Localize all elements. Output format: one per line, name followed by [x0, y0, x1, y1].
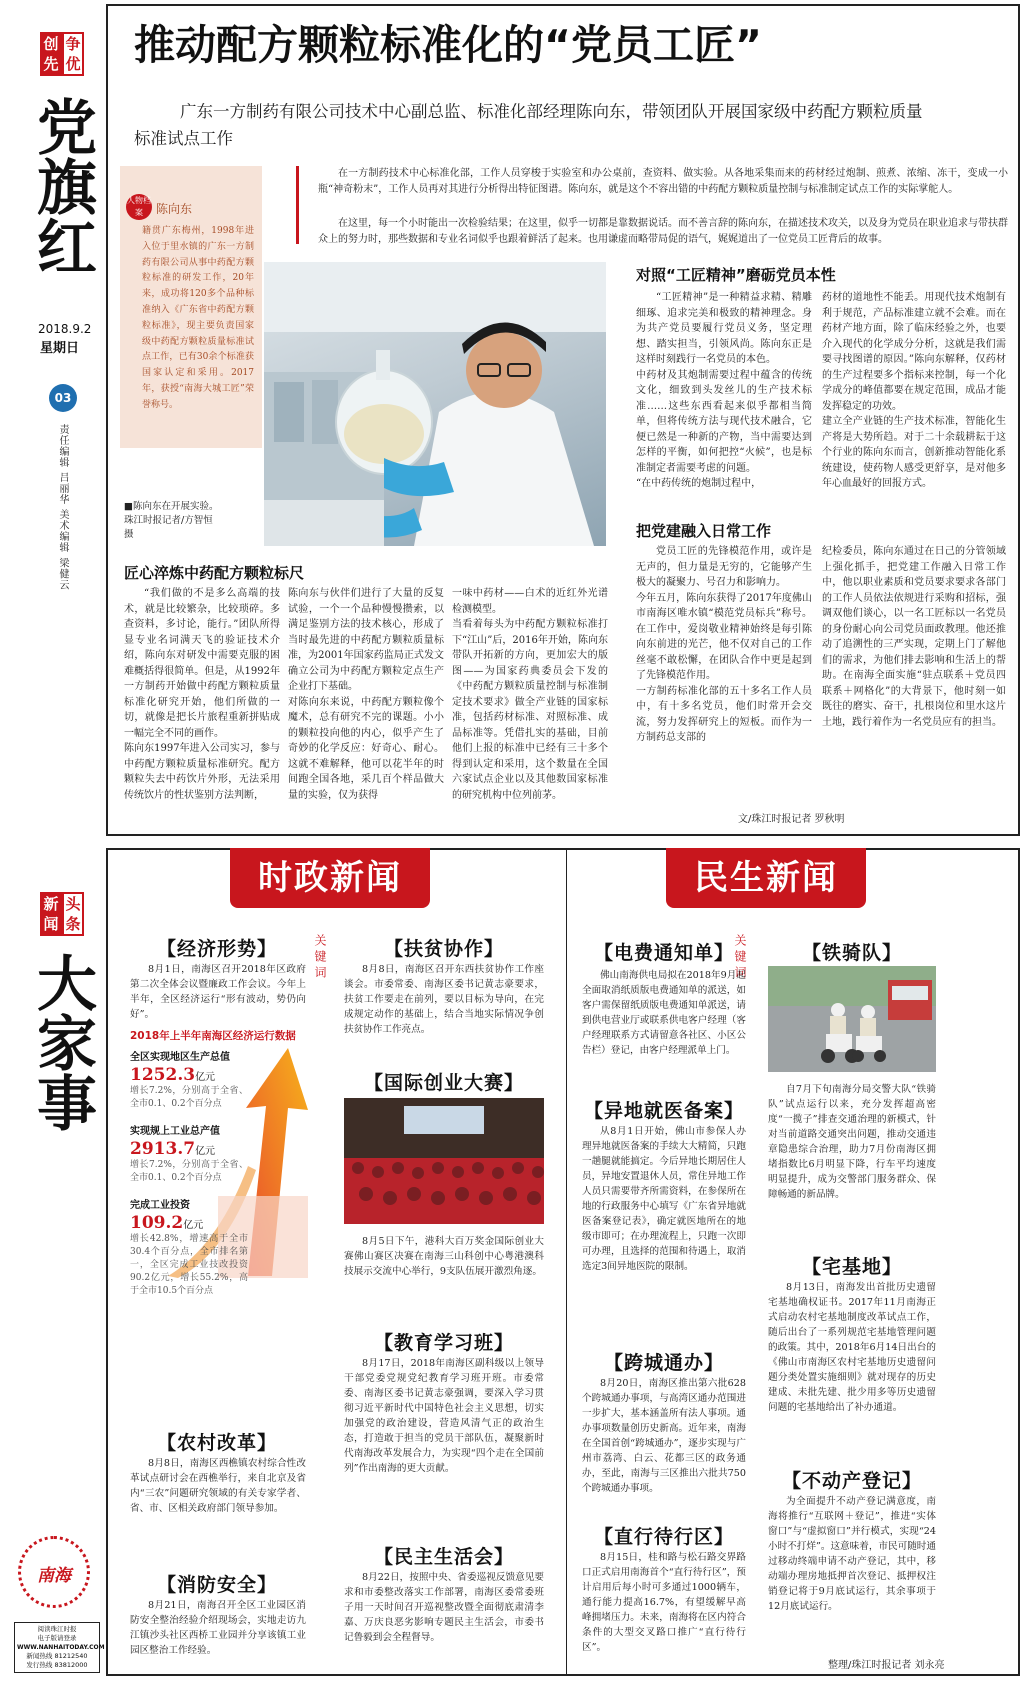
stat-2-unit: 亿元	[195, 1146, 216, 1157]
issue-date: 2018.9.2	[38, 322, 92, 336]
bottom-left-rail	[0, 846, 106, 1681]
footer-line-4: 新闻热线 81212540	[26, 1652, 88, 1660]
bottom-column-chip	[40, 892, 88, 936]
left-banner: 时政新闻	[230, 848, 430, 908]
medical-title: 【异地就医备案】	[583, 1100, 744, 1122]
stat-1-unit: 亿元	[195, 1072, 216, 1083]
stat-3-value-line	[130, 1213, 260, 1233]
poverty-title: 【扶贫协作】	[383, 938, 504, 960]
rural-title: 【农村改革】	[156, 1432, 277, 1454]
democ-text: 8月22日，按照中央、省委巡视反馈意见要求和市委整改落实工作部署，南海区委常委班子用一天时间召开巡视整改暨全面彻底肃清李嘉、万庆良恶劣影响专题民主生活会，市委书记鲁毅到会全程督导。	[344, 1572, 544, 1643]
economy-chart-title: 2018年上半年南海区经济运行数据	[130, 1030, 296, 1042]
elec-title: 【电费通知单】	[593, 942, 734, 964]
express-title: 【直行待行区】	[593, 1526, 734, 1548]
subsection-2-col-2: 纪检委员，陈向东通过在日己的分管领域上强化抓手，把党建工作融入日常工作中，他以职业素质和党员要求要求各部门的工作人员依法依规进行采购和招标，强调双他们谈心，以一名工匠标以一名党员的身份耐心向公司党员面政教理。他还推动了追溯性的三严实现，定期上门了解他们的需求，为他们排去影响和生活上的帮助。在南海全面实施“驻点联系＋党员四联系＋网格化”的大背景下，他时刻一如既往的磨实、奋干，扎根岗位和里水这片土地，践行着作为一名党员应有的担当。	[822, 546, 1006, 728]
nanhai-logo	[18, 1536, 90, 1608]
subsection-3-title: 匠心淬炼中药配方颗粒标尺	[124, 564, 305, 582]
economy-title: 【经济形势】	[156, 938, 277, 960]
elec-text: 佛山南海供电局拟在2018年9月起全面取消纸质版电费通知单的派送，如客户需保留纸质版电费通知单派送，请到供电营业厅或联系供电客户经理（客户经理联系方式请留意各社区、小区公告栏）登记，由客户经理派单上门。	[582, 970, 746, 1056]
subsection-3-col-1: “我们做的不是多么高端的技术，就是比较繁杂，比较琐碎。多查资料，多讨论，能行。”团队所得显专业名词满天飞的验证技术介绍，陈向东对研发中需要克服的困难概括得很简单。但是，从1992年一方制药开始做中药配方颗粒质量标准化研究开始，他们所做的一切，就像是把长片旅程重新拼贴成一幅完全不同的画作。 陈向东1997年进入公司实习，参与中药配方颗粒质量标准研究。配方颗粒失去中药饮片外形，无法采用传统饮片的性状鉴别方法判断，	[124, 588, 280, 801]
subsection-1-title: 对照“工匠精神”磨砺党员本性	[636, 266, 836, 284]
bottom-column-name: 大家事	[27, 952, 97, 1132]
photo-caption: ■陈向东在开展实验。珠江时报记者/方智恒 摄	[124, 501, 219, 540]
study-text: 8月17日，2018年南海区副科级以上领导干部党委党规党纪教育学习班开班。市委常委、南海区委书记黄志豪强调，要深入学习贯彻习近平新时代中国特色社会主义思想，切实加强党的政治建设，营造风清气正的政治生态，打造敢于担当的党员干部队伍，凝聚新时代南海改革发展合力，为实现“四个走在全国前列”作出南海的更大贡献。	[344, 1358, 544, 1474]
stat-2	[130, 1122, 260, 1185]
page-number-badge: 03	[49, 384, 77, 412]
rural-text: 8月8日，南海区西樵镇农村综合性改革试点研讨会在西樵举行，来自北京及省内“三农”问题研究领域的有关专家学者、省、市、区相关政府部门领导参加。	[130, 1458, 306, 1514]
contest-photo	[344, 1098, 544, 1224]
crosscity-title: 【跨城通办】	[603, 1352, 724, 1374]
top-article-frame	[106, 4, 1020, 836]
footer-line-1: 阅读珠江时报	[37, 1625, 77, 1633]
stat-1	[130, 1048, 260, 1111]
stat-1-desc: 增长7.2%，分别高于全省、全市0.1、0.2个百分点	[130, 1086, 248, 1109]
subsection-1-col-2: 药材的道地性不能丢。用现代技术炮制有利于规范，产品标准建立就不会难。而在药材产地方面，除了临床经验之外，也要介入现代的化学成分分析，这就是我们需要寻找图谱的原因。”陈向东解释，仅药材的生产过程要多个指标来控制，每一个化学成分的峰值都要在规定范围，成品才能发挥稳定的功效。 建立全产业链的生产技术标准，智能化生产将是大势所趋。对于二十余载耕耘于这个行业的陈向东而言，创新推动智能化系统建设，使药物人感受更舒享，是对他多年心血最好的回报方式。	[822, 292, 1006, 489]
issue-weekday: 星期日	[40, 341, 80, 356]
stat-3-label: 完成工业投资	[130, 1200, 190, 1211]
rider-text: 自7月下旬南海分局交警大队“铁骑队”试点运行以来，充分发挥超高密度“一揽子”排查交通治理的新模式，针对当前道路交通突出问题，推动交通违章隐患综合治理，助力7月份南海区拥堵指数比6月明显下降，行车平均速度明显提升，成为交警部门服务群众、保障畅通的新品牌。	[768, 1084, 936, 1200]
editors-credit: 责任编辑 吕丽华 美术编辑 梁健云	[57, 424, 68, 591]
footer-line-3: WWW.NANHAITODAY.COM	[17, 1644, 105, 1651]
column-name: 党旗红	[27, 96, 97, 276]
property-title: 【不动产登记】	[781, 1470, 922, 1492]
economy-text: 8月1日，南海区召开2018年区政府第二次全体会议暨廉政工作会议。今年上半年，全区经济运行“形有波动，势仍向好”。	[130, 964, 306, 1020]
bottom-chip-left: 新闻	[40, 892, 62, 936]
stat-3	[130, 1196, 260, 1298]
rider-title: 【铁骑队】	[801, 942, 902, 964]
bottom-chip-right: 头条	[62, 892, 84, 936]
column-chip	[40, 32, 88, 76]
stat-1-label: 全区实现地区生产总值	[130, 1052, 230, 1063]
subsection-2-col-1: 党员工匠的先锋模范作用，或许是无声的，但力量是无穷的，它能够产生极大的凝聚力、号召力和影响力。 今年五月，陈向东获得了2017年度佛山市南海区唯水镇“模范党员标兵”称号。在工作中，爱岗敬业精神始终是每引陈向东前进的光芒，他不仅对自己的工作丝毫不敢松懈，在团队合作中更是起到了先锋模范作用。 一方制药标准化部的五十多名工作人员中，有十多名党员，他们时常开会交流，努力发挥研究上的短板。而作为一方制药总支部的	[636, 546, 812, 743]
contest-audience-illustration	[344, 1098, 544, 1224]
profile-box	[120, 166, 262, 448]
democ-title: 【民主生活会】	[373, 1546, 514, 1568]
bottom-byline: 整理/珠江时报记者 刘永亮	[828, 1660, 945, 1671]
profile-tag: 人物档案	[126, 194, 152, 220]
headline: 推动配方颗粒标准化的“党员工匠”	[134, 21, 762, 69]
keyword-marker-left: 关键词	[313, 934, 327, 982]
lead-rule	[296, 166, 299, 244]
center-divider	[566, 850, 567, 1674]
stat-2-desc: 增长7.2%，分别高于全省、全市0.1、0.2个百分点	[130, 1160, 248, 1183]
contest-title: 【国际创业大赛】	[363, 1072, 524, 1094]
nanhai-logo-text: 南海	[37, 1566, 71, 1586]
subsection-3-col-3: 一味中药材——白术的近红外光谱检测模型。 当看着每头为中药配方颗粒标准打下“江山”后，2016年开始，陈向东带队开拓新的方向，更加宏大的版图——为国家药典委员会下发的《中药配方颗粒质量控制与标准制定技术要求》做全产业链的国家标准，包括药材标准、对照标准、成品标准等。凭借扎实的基础，目前他们上报的标准中已经有三十多个得到认定和采用，这个数量在全国六家试点企业以及其他数国家标准的研究机构中位列前茅。	[452, 588, 608, 801]
stat-1-value: 1252.3	[130, 1065, 196, 1085]
motorcycle-police-illustration	[768, 966, 936, 1072]
subsection-1-col-1: “工匠精神”是一种精益求精、精雕细琢、追求完美和极致的精神理念。身为共产党员要履行党员义务，坚定理想、踏实担当，引领风尚。陈向东正是这样时刻践行一名党员的本色。 中药材及其炮制需要过程中蕴含的传统文化，细致到头发丝儿的生产技术标准……这些东西看起来似乎都相当简单，但将传统方法与现代技术融合，它便已然是一种新的产物，当中需要达到怎样的平衡，如何把控“火候”，也是标准制定者需要考虑的问题。 “在中药传统的炮制过程中，	[636, 292, 812, 489]
stat-2-label: 实现规上工业总产值	[130, 1126, 220, 1137]
fire-title: 【消防安全】	[156, 1574, 277, 1596]
lab-photo	[264, 262, 606, 546]
bottom-frame	[106, 848, 1020, 1676]
stat-3-value: 109.2	[130, 1213, 184, 1233]
fire-text: 8月21日，南海召开全区工业园区消防安全整治经验介绍现场会，实地走访九江镇沙头社区西桥工业园并分享该镇工业园区整治工作经验。	[130, 1600, 306, 1656]
subsection-2-title: 把党建融入日常工作	[636, 522, 772, 540]
lead-paragraph-1: 在一方制药技术中心标准化部，工作人员穿梭于实验室和办公桌前，查资料、做实验。从各地采集而来的药材经过炮制、煎煮、浓缩、冻干，变成一小瓶“神奇粉末”，工作人员再对其进行分析得出特征图谱。陈向东，就是这个不容出错的中药配方颗粒质量控制与标准制定试点工作的实际掌舵人。	[318, 168, 1008, 195]
profile-text: 籍贯广东梅州，1998年进入位于里水镇的广东一方制药有限公司从事中药配方颗粒标准的研发工作，20年来，成功将120多个品种标准纳入《广东省中药配方颗粒标准》，现主要负责国家级中药配方颗粒质量标准试点工作，已有30余个标准获国家认定和采用。2017年，获授“南海大城工匠”荣誉称号。	[142, 226, 254, 410]
right-banner: 民生新闻	[666, 848, 866, 908]
footer-line-5: 发行热线 83812000	[26, 1661, 88, 1669]
lead-paragraph-2: 在这里，每一个小时能出一次检验结果；在这里，似乎一切都是靠数据说话。而不善言辞的陈向东，在描述技术攻关，以及身为党员在职业追求与带扶群众上的努力时，那些数据和专业名词似乎也跟着鲜活了起来。也用谦虚而略带局促的语气，娓娓道出了一位党员工匠背后的故事。	[318, 218, 1008, 245]
top-left-rail	[0, 0, 106, 840]
homestead-text: 8月13日，南海发出首批历史遗留宅基地确权证书。2017年11月南海正式启动农村宅基地制度改革试点工作，随后出台了一系列规范宅基地管理问题的政策。其中，2018年6月14日出台的《佛山市南海区农村宅基地历史遗留问题分类处置实施细则》就对现存的历史建成、未批先建、批少用多等历史遗留问题的宅基地给出了补办通道。	[768, 1282, 936, 1413]
footer-info	[14, 1622, 105, 1673]
stat-2-value: 2913.7	[130, 1139, 196, 1159]
profile-name: 陈向东	[156, 202, 193, 216]
poverty-text: 8月8日，南海区召开东西扶贫协作工作座谈会。市委常委、南海区委书记黄志豪要求，扶贫工作要走在前列，要以目标为导向，在完成规定动作的基础上，结合当地实际情况争创扶贫协作工作亮点。	[344, 964, 544, 1035]
property-text: 为全面提升不动产登记满意度，南海将推行“互联网＋登记”，推进“实体窗口”与“虚拟窗口”并行模式，实现“24小时不打烊”。这意味着，市民可随时通过移动终端申请不动产登记，其中，移动端办理房地抵押首次登记、抵押权注销登记将于9月底试运行，其余事项于12月底试运行。	[768, 1496, 936, 1612]
rider-photo	[768, 966, 936, 1072]
column-chip-left: 创先	[40, 32, 62, 76]
medical-text: 从8月1日开始，佛山市参保人办理异地就医备案的手续大大精简，只跑一趟腿就能搞定。今后异地长期居住人员，异地安置退休人员，常住异地工作人员只需要带齐所需资料，在参保所在地的行政服务中心填写《广东省异地就医备案登记表》，确定就医地所在的地级市即可；在办理流程上，只跑一次即可办理，且选择的范围和待遇上，取消选定3间异地医院的限制。	[582, 1126, 746, 1272]
subsection-3-col-2: 陈向东与伙伴们进行了大量的反复试验，一个一个品种慢慢攒索，以满足鉴别方法的技术核心，形成了当时最先进的中药配方颗粒质量标准，为2001年国家药监局正式发文确立公司为中药配方颗粒定点生产企业打下基础。 对陈向东来说，中药配方颗粒像个魔术，总有研究不完的课题。小小的颗粒投向他的内心，似乎产生了奇妙的化学反应：好奇心、耐心。这就不难解释，他可以花半年的时间跑全国各地，采几百个样品做大量的实验，仅为获得	[288, 588, 444, 801]
stat-3-unit: 亿元	[183, 1220, 204, 1231]
subhead: 广东一方制药有限公司技术中心副总监、标准化部经理陈向东，带领团队开展国家级中药配方颗粒质量标准试点工作	[134, 102, 923, 148]
express-text: 8月15日，桂和路与松石路交界路口正式启用南海首个“直行待行区”，预计启用后每小时可多通过1000辆车，通行能力提高16.7%，有望缓解早高峰拥堵压力。未来，南海将在区内符合条件的大型交叉路口推广“直行待行区”。	[582, 1552, 746, 1653]
lab-photo-illustration	[264, 262, 606, 546]
stat-2-value-line	[130, 1139, 260, 1159]
stat-1-value-line	[130, 1065, 260, 1085]
stat-3-desc: 增长42.8%，增速高于全市30.4个百分点，全市排名第一，全区完成工业技改投资90.2亿元，增长55.2%，高于全市10.5个百分点	[130, 1234, 248, 1296]
study-title: 【教育学习班】	[373, 1332, 514, 1354]
crosscity-text: 8月20日，南海区推出第六批628个跨城通办事项，与高湾区通办范围进一步扩大，基本涵盖所有法人事项。通办事项数量创历史新高。近年来，南海在全国首创“跨城通办”，逐步实现与广州市荔湾、白云、花都三区的政务通办，至此，南海与三区推出六批共750个跨城通办事项。	[582, 1378, 746, 1494]
column-chip-right: 争优	[62, 32, 84, 76]
contest-text: 8月5日下午，港科大百万奖金国际创业大赛佛山赛区决赛在南海三山科创中心粤港澳科技展示交流中心举行，9支队伍展开激烈角逐。	[344, 1236, 544, 1277]
keyword-marker-right: 关键词	[733, 934, 747, 982]
top-byline: 文/珠江时报记者 罗秋明	[738, 814, 845, 825]
footer-line-2: 电子版请登录	[37, 1634, 77, 1642]
homestead-title: 【宅基地】	[801, 1256, 902, 1278]
